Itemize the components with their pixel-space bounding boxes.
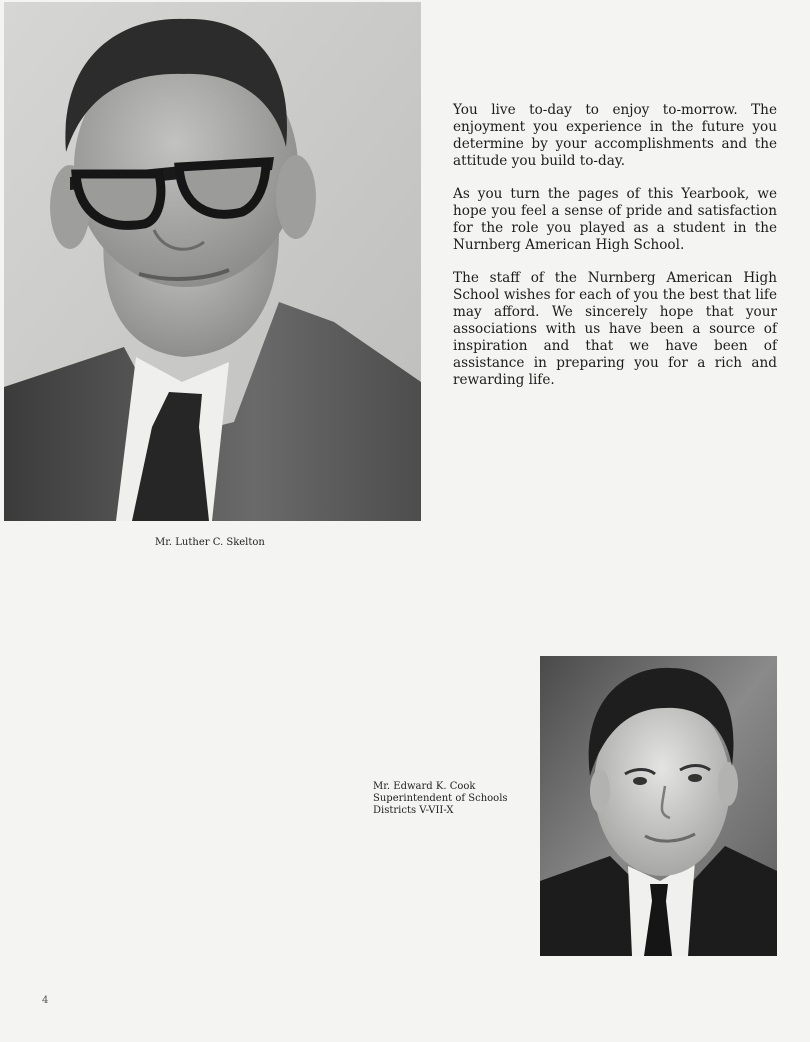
caption-cook-districts: Districts V-VII-X — [373, 805, 454, 816]
caption-skelton: Mr. Luther C. Skelton — [155, 537, 265, 548]
message-text — [453, 102, 777, 405]
paragraph-2: As you turn the pages of this Yearbook, we hope you feel a sense of pride and satisfaction for the role you played as a student in the Nurnberg American High School. — [453, 186, 777, 253]
caption-cook-name: Mr. Edward K. Cook — [373, 781, 476, 792]
caption-cook-title: Superintendent of Schools — [373, 793, 508, 804]
portrait-photo-cook — [540, 656, 777, 956]
caption-cook — [373, 781, 508, 817]
paragraph-3: The staff of the Nurnberg American High School wishes for each of you the best that life may afford. We sincerely hope that your associations with us have been a source of inspiration and that we have been of assistance in preparing you for a rich and rewarding life. — [453, 270, 777, 388]
portrait-photo-skelton — [4, 2, 421, 521]
page-number: 4 — [42, 995, 49, 1006]
paragraph-1: You live to-day to enjoy to-morrow. The enjoyment you experience in the future you determine by your accomplishments and the attitude you build to-day. — [453, 102, 777, 169]
